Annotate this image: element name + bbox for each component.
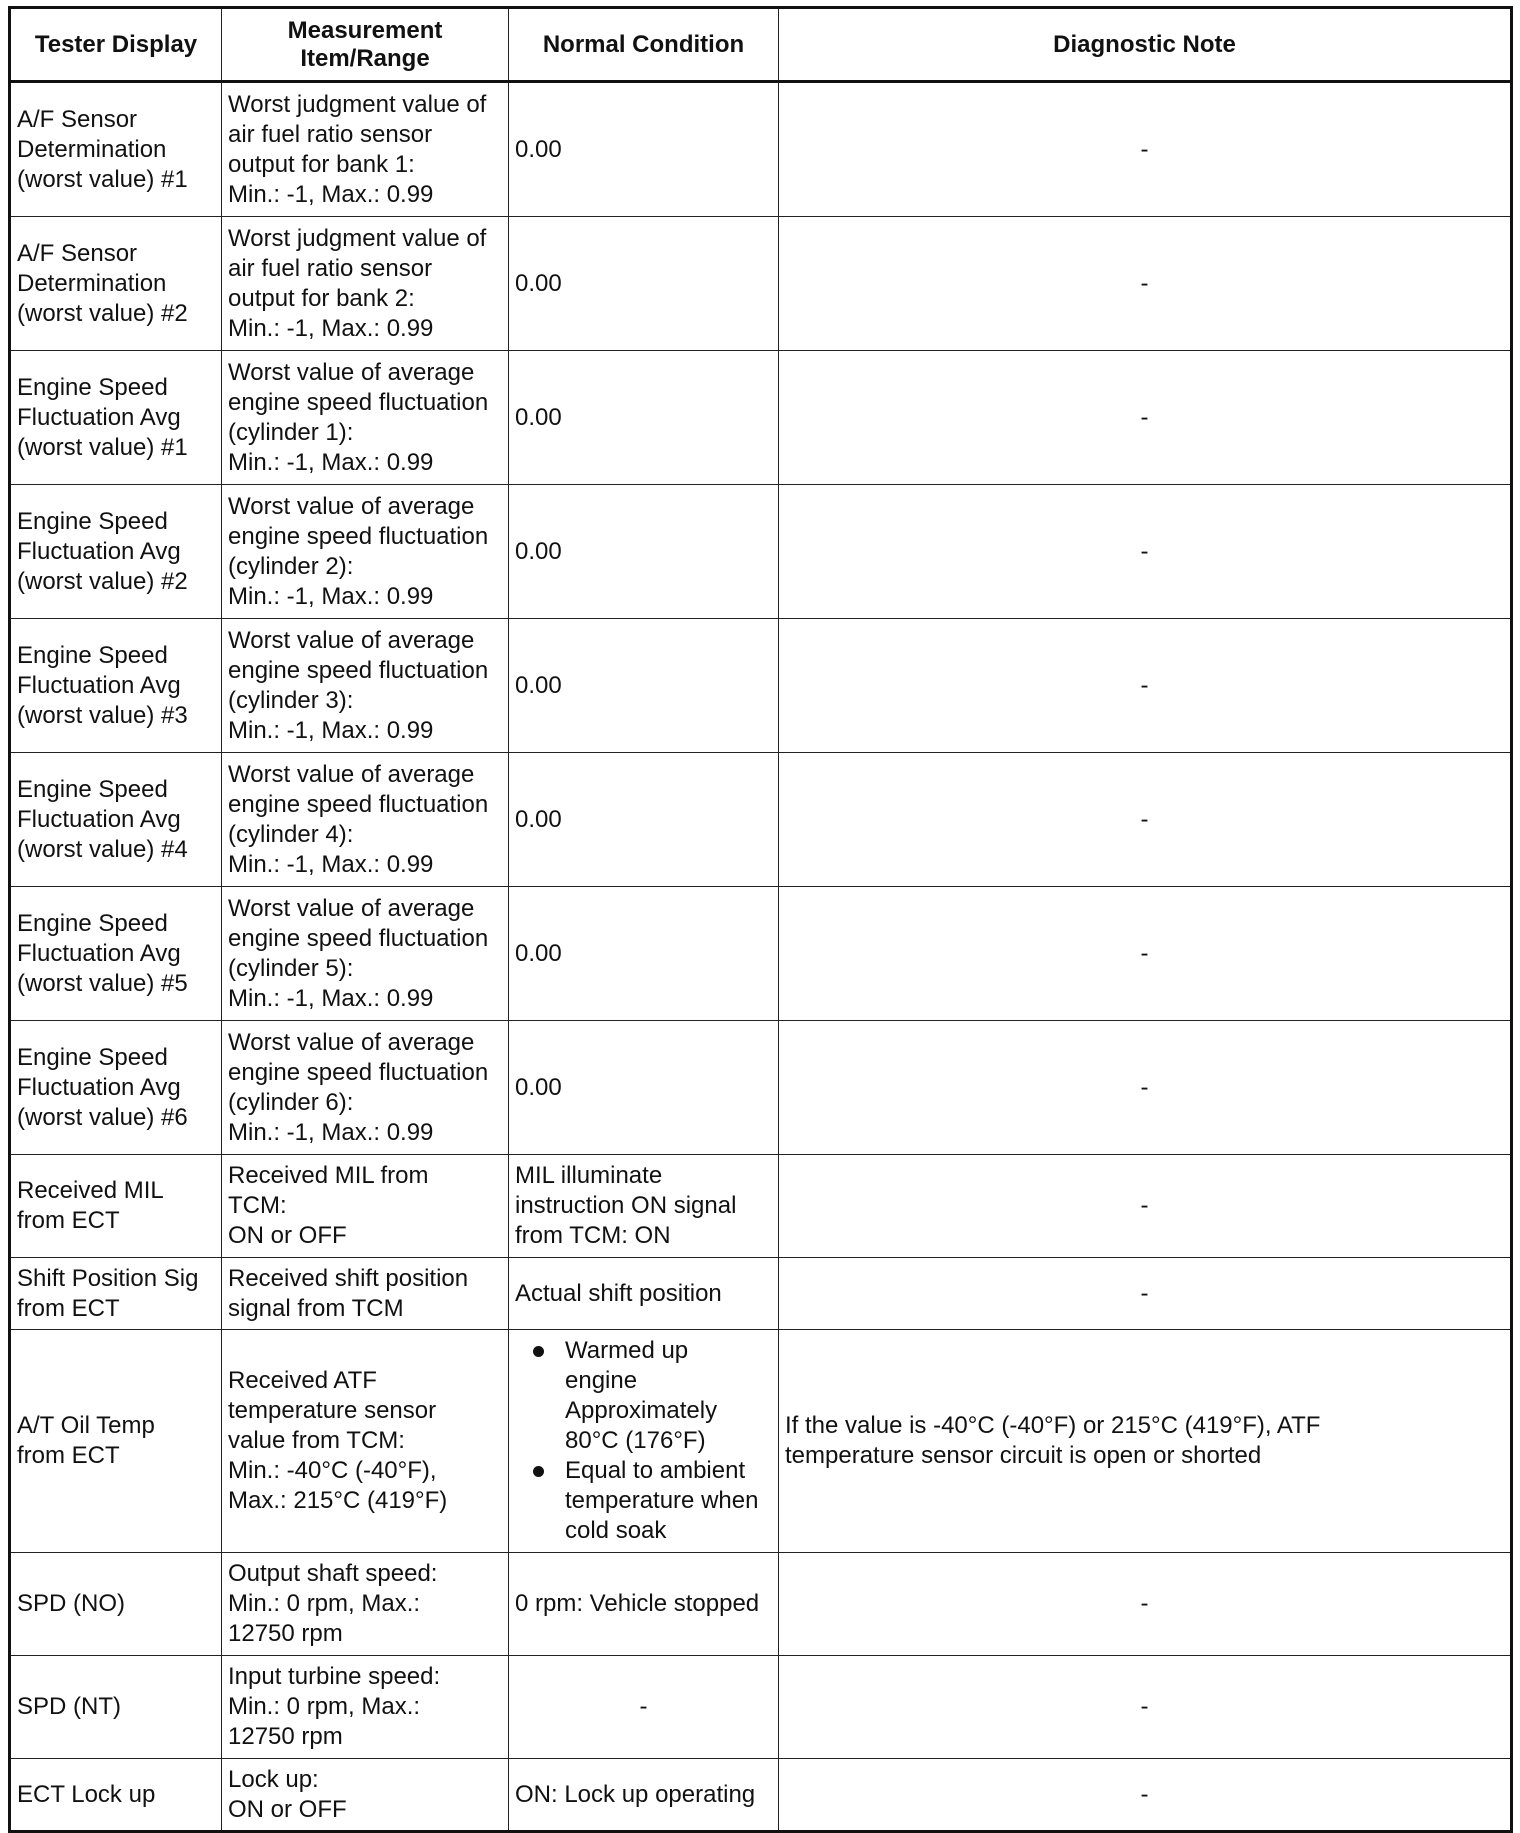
cell-measurement: Worst value of average engine speed fluctuation (cylinder 5): Min.: -1, Max.: 0.99	[222, 887, 509, 1021]
table-row	[10, 82, 1512, 217]
cell-normal-condition: ON: Lock up operating	[509, 1759, 779, 1832]
cell-measurement: Output shaft speed: Min.: 0 rpm, Max.: 12750 rpm	[222, 1553, 509, 1656]
cell-normal-condition: 0 rpm: Vehicle stopped	[509, 1553, 779, 1656]
cell-tester-display: A/T Oil Temp from ECT	[10, 1330, 222, 1553]
cell-measurement: Worst judgment value of air fuel ratio sensor output for bank 1: Min.: -1, Max.: 0.99	[222, 82, 509, 217]
cell-diagnostic-note: If the value is -40°C (-40°F) or 215°C (419°F), ATF temperature sensor circuit is open or shorted	[779, 1330, 1512, 1553]
table-row	[10, 1330, 1512, 1553]
cell-diagnostic-note: -	[779, 351, 1512, 485]
table-row	[10, 1553, 1512, 1656]
cell-diagnostic-note: -	[779, 1258, 1512, 1330]
cell-tester-display: Engine Speed Fluctuation Avg (worst value) #1	[10, 351, 222, 485]
cell-measurement: Worst value of average engine speed fluctuation (cylinder 4): Min.: -1, Max.: 0.99	[222, 753, 509, 887]
cell-measurement: Worst judgment value of air fuel ratio sensor output for bank 2: Min.: -1, Max.: 0.99	[222, 217, 509, 351]
table-row	[10, 1021, 1512, 1155]
cell-measurement: Worst value of average engine speed fluctuation (cylinder 2): Min.: -1, Max.: 0.99	[222, 485, 509, 619]
header-row	[10, 8, 1512, 82]
data-list-table	[8, 6, 1513, 1833]
cell-normal-condition: 0.00	[509, 485, 779, 619]
cell-tester-display: A/F Sensor Determination (worst value) #2	[10, 217, 222, 351]
cell-measurement: Received shift position signal from TCM	[222, 1258, 509, 1330]
cell-normal-condition: 0.00	[509, 82, 779, 217]
cell-measurement: Input turbine speed: Min.: 0 rpm, Max.: 12750 rpm	[222, 1656, 509, 1759]
bullet-item: Warmed up engine Approximately 80°C (176°F)	[565, 1336, 772, 1456]
cell-tester-display: ECT Lock up	[10, 1759, 222, 1832]
header-measurement: Measurement Item/Range	[222, 8, 509, 82]
cell-tester-display: SPD (NO)	[10, 1553, 222, 1656]
cell-diagnostic-note: -	[779, 1759, 1512, 1832]
cell-diagnostic-note: -	[779, 619, 1512, 753]
cell-measurement: Worst value of average engine speed fluctuation (cylinder 3): Min.: -1, Max.: 0.99	[222, 619, 509, 753]
cell-tester-display: Received MIL from ECT	[10, 1155, 222, 1258]
cell-normal-condition: MIL illuminate instruction ON signal from TCM: ON	[509, 1155, 779, 1258]
cell-diagnostic-note: -	[779, 217, 1512, 351]
bullet-list	[515, 1336, 772, 1546]
bullet-item: Equal to ambient temperature when cold soak	[565, 1456, 772, 1546]
table-row	[10, 753, 1512, 887]
cell-normal-condition: 0.00	[509, 753, 779, 887]
cell-tester-display: Engine Speed Fluctuation Avg (worst value) #2	[10, 485, 222, 619]
table-row	[10, 1656, 1512, 1759]
cell-measurement: Lock up: ON or OFF	[222, 1759, 509, 1832]
cell-tester-display: Engine Speed Fluctuation Avg (worst value) #4	[10, 753, 222, 887]
cell-diagnostic-note: -	[779, 1553, 1512, 1656]
cell-tester-display: Shift Position Sig from ECT	[10, 1258, 222, 1330]
header-tester-display: Tester Display	[10, 8, 222, 82]
cell-normal-condition: -	[509, 1656, 779, 1759]
cell-normal-condition: 0.00	[509, 217, 779, 351]
cell-diagnostic-note: -	[779, 1656, 1512, 1759]
cell-tester-display: A/F Sensor Determination (worst value) #1	[10, 82, 222, 217]
table-row	[10, 217, 1512, 351]
cell-normal-condition: Actual shift position	[509, 1258, 779, 1330]
cell-diagnostic-note: -	[779, 485, 1512, 619]
cell-measurement: Received MIL from TCM: ON or OFF	[222, 1155, 509, 1258]
cell-measurement: Worst value of average engine speed fluctuation (cylinder 1): Min.: -1, Max.: 0.99	[222, 351, 509, 485]
table-row	[10, 887, 1512, 1021]
table-row	[10, 1759, 1512, 1832]
table-row	[10, 1155, 1512, 1258]
table-row	[10, 619, 1512, 753]
cell-measurement: Worst value of average engine speed fluctuation (cylinder 6): Min.: -1, Max.: 0.99	[222, 1021, 509, 1155]
header-normal-condition: Normal Condition	[509, 8, 779, 82]
cell-tester-display: Engine Speed Fluctuation Avg (worst value) #6	[10, 1021, 222, 1155]
cell-diagnostic-note: -	[779, 1021, 1512, 1155]
cell-tester-display: Engine Speed Fluctuation Avg (worst value) #3	[10, 619, 222, 753]
header-diagnostic-note: Diagnostic Note	[779, 8, 1512, 82]
cell-measurement: Received ATF temperature sensor value from TCM: Min.: -40°C (-40°F), Max.: 215°C (419°F)	[222, 1330, 509, 1553]
cell-diagnostic-note: -	[779, 82, 1512, 217]
table-row	[10, 485, 1512, 619]
table-row	[10, 1258, 1512, 1330]
cell-tester-display: SPD (NT)	[10, 1656, 222, 1759]
cell-normal-condition: 0.00	[509, 351, 779, 485]
cell-normal-condition	[509, 1330, 779, 1553]
cell-diagnostic-note: -	[779, 1155, 1512, 1258]
cell-normal-condition: 0.00	[509, 619, 779, 753]
table-row	[10, 351, 1512, 485]
cell-diagnostic-note: -	[779, 753, 1512, 887]
cell-normal-condition: 0.00	[509, 1021, 779, 1155]
cell-diagnostic-note: -	[779, 887, 1512, 1021]
cell-normal-condition: 0.00	[509, 887, 779, 1021]
cell-tester-display: Engine Speed Fluctuation Avg (worst value) #5	[10, 887, 222, 1021]
